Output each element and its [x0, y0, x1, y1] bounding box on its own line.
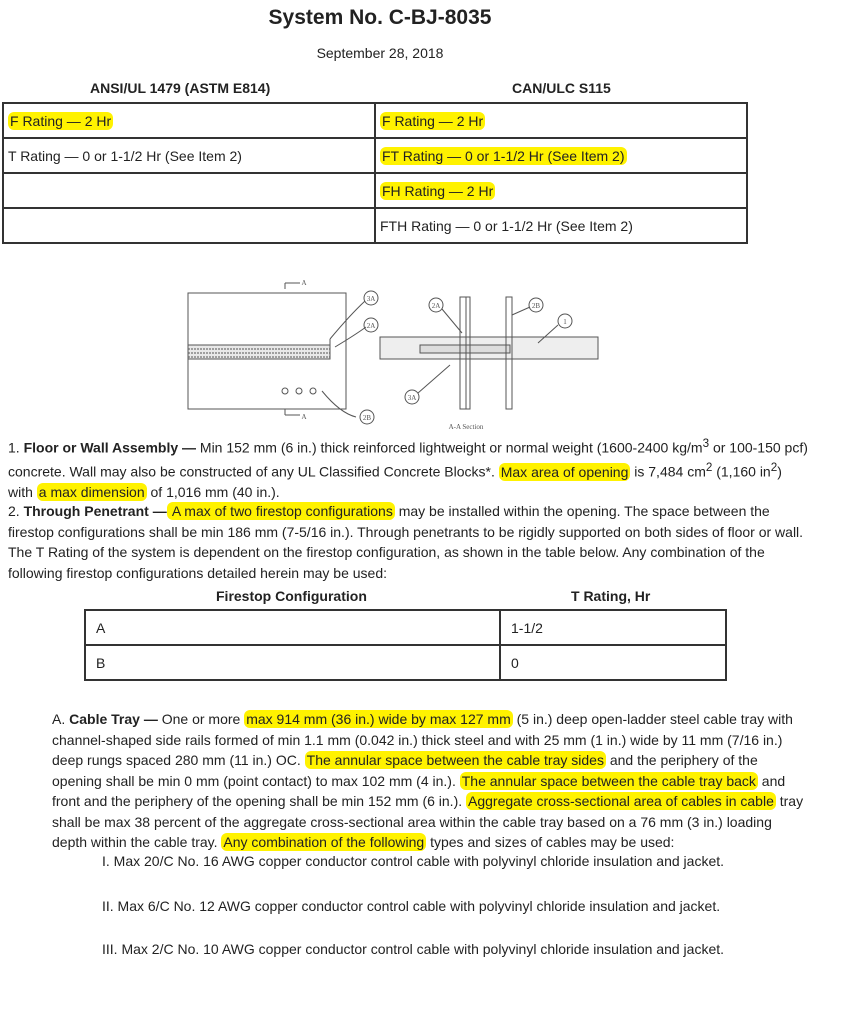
highlighted-text: FT Rating — 0 or 1-1/2 Hr (See Item 2)	[382, 147, 625, 164]
table-cell: 1-1/2	[500, 610, 726, 645]
highlighted-text: Max area of opening	[500, 463, 629, 480]
text: One or more	[157, 711, 245, 727]
highlighted-text: max 914 mm (36 in.) wide by max 127 mm	[246, 711, 511, 727]
text: or 100-150 pcf) concrete. Wall may also be constructed of any UL Classified Concrete Blocks*.	[8, 439, 808, 480]
table-cell	[3, 173, 375, 208]
item-number: 1.	[8, 439, 20, 456]
label-2b: 2B	[362, 414, 372, 422]
text: (1,160 in	[712, 463, 771, 480]
table-row	[3, 138, 747, 173]
label-1: 1	[563, 318, 567, 326]
section-caption: A-A Section	[448, 423, 484, 431]
text: ) with	[8, 463, 782, 501]
text: is 7,484 cm	[630, 463, 706, 480]
table-row	[85, 645, 726, 680]
cable-item-ii: II. Max 6/C No. 12 AWG copper conductor control cable with polyvinyl chloride insulation and jacket.	[102, 898, 721, 914]
item-a-paragraph	[52, 709, 804, 853]
cable-item-i: I. Max 20/C No. 16 AWG copper conductor control cable with polyvinyl chloride insulation and jacket.	[102, 853, 725, 869]
highlighted-text: The annular space between the cable tray back	[461, 772, 756, 789]
standard-heading-ulc: CAN/ULC S115	[512, 80, 611, 96]
superscript: 3	[702, 437, 710, 450]
date: September 28, 2018	[316, 45, 444, 61]
highlighted-text: F Rating — 2 Hr	[10, 112, 112, 129]
system-drawing	[180, 275, 600, 435]
config-table	[84, 609, 727, 681]
cell-text: FTH Rating — 0 or 1-1/2 Hr (See Item 2)	[380, 217, 633, 234]
table-cell	[3, 103, 375, 138]
item-2-paragraph	[8, 501, 808, 583]
table-cell: A	[85, 610, 500, 645]
highlighted-text: A max of two firestop configurations	[168, 503, 393, 519]
section-mark-top: A	[301, 279, 307, 287]
label-3a-section: 3A	[407, 394, 417, 402]
table-cell	[3, 208, 375, 243]
table-row	[3, 103, 747, 138]
item-heading: Through Penetrant —	[23, 503, 167, 519]
page-title: System No. C-BJ-8035	[268, 6, 492, 29]
item-number: 2.	[8, 503, 20, 519]
highlighted-text: a max dimension	[38, 484, 145, 501]
highlighted-text: Any combination of the following	[223, 834, 425, 850]
text: types and sizes of cables may be used:	[426, 834, 675, 850]
table-row	[3, 208, 747, 243]
table-cell	[375, 103, 747, 138]
table-row	[85, 610, 726, 645]
config-header: Firestop Configuration	[216, 588, 367, 604]
cable-item-iii: III. Max 2/C No. 10 AWG copper conductor control cable with polyvinyl chloride insulation and jacket.	[102, 941, 725, 957]
table-cell: B	[85, 645, 500, 680]
text: (5 in.) deep open-ladder steel cable tray with channel-shaped side rails formed of min 1.1 mm (0.042 in.) thick steel and with 25 mm (1 in.) wide by 11 mm (7/16 in.) deep rungs spaced 280 mm (11 in.) OC.	[52, 711, 793, 768]
table-cell	[375, 208, 747, 243]
standard-heading-ul: ANSI/UL 1479 (ASTM E814)	[90, 80, 271, 96]
label-2b-section: 2B	[531, 302, 541, 310]
table-cell	[375, 138, 747, 173]
ratings-table	[2, 102, 748, 244]
highlighted-text: F Rating — 2 Hr	[382, 112, 484, 129]
item-heading: Cable Tray —	[69, 711, 158, 727]
text: of 1,016 mm (40 in.).	[146, 484, 280, 501]
highlighted-text: Aggregate cross-sectional area of cables in cable	[468, 793, 774, 809]
item-1-paragraph	[8, 434, 808, 503]
table-cell: 0	[500, 645, 726, 680]
table-cell	[375, 173, 747, 208]
item-letter: A.	[52, 711, 66, 727]
table-cell	[3, 138, 375, 173]
text: Min 152 mm (6 in.) thick reinforced lightweight or normal weight (1600-2400 kg/m	[196, 439, 703, 456]
table-row	[3, 173, 747, 208]
text: and front and the periphery of the opening shall be min 152 mm (6 in.).	[52, 772, 786, 809]
superscript: 2	[705, 461, 713, 475]
t-rating-header: T Rating, Hr	[571, 588, 651, 604]
highlighted-text: The annular space between the cable tray sides	[306, 752, 604, 768]
text: and the periphery of the opening shall be min 0 mm (point contact) to max 102 mm (4 in.).	[52, 752, 758, 789]
label-2a-section: 2A	[431, 302, 441, 310]
text: may be installed within the opening. The space between the firestop configurations shall be min 186 mm (7-5/16 in.). Through penetrants to be rigidly supported on both sides of floor or wall. The T Rating of the system is dependent on the firestop configuration, as shown in the table below. Any combination of the following firestop configurations detailed herein may be used:	[8, 503, 804, 581]
label-3a: 3A	[366, 295, 376, 303]
label-2a: 2A	[366, 322, 376, 330]
highlighted-text: FH Rating — 2 Hr	[382, 182, 494, 199]
text: tray shall be max 38 percent of the aggregate cross-sectional area within the cable tray based on a 76 mm (3 in.) loading depth within the cable tray.	[52, 793, 804, 850]
section-mark-bottom: A	[301, 413, 307, 421]
item-heading: Floor or Wall Assembly —	[23, 439, 197, 456]
superscript: 2	[770, 461, 778, 475]
cell-text: T Rating — 0 or 1-1/2 Hr (See Item 2)	[8, 147, 242, 164]
